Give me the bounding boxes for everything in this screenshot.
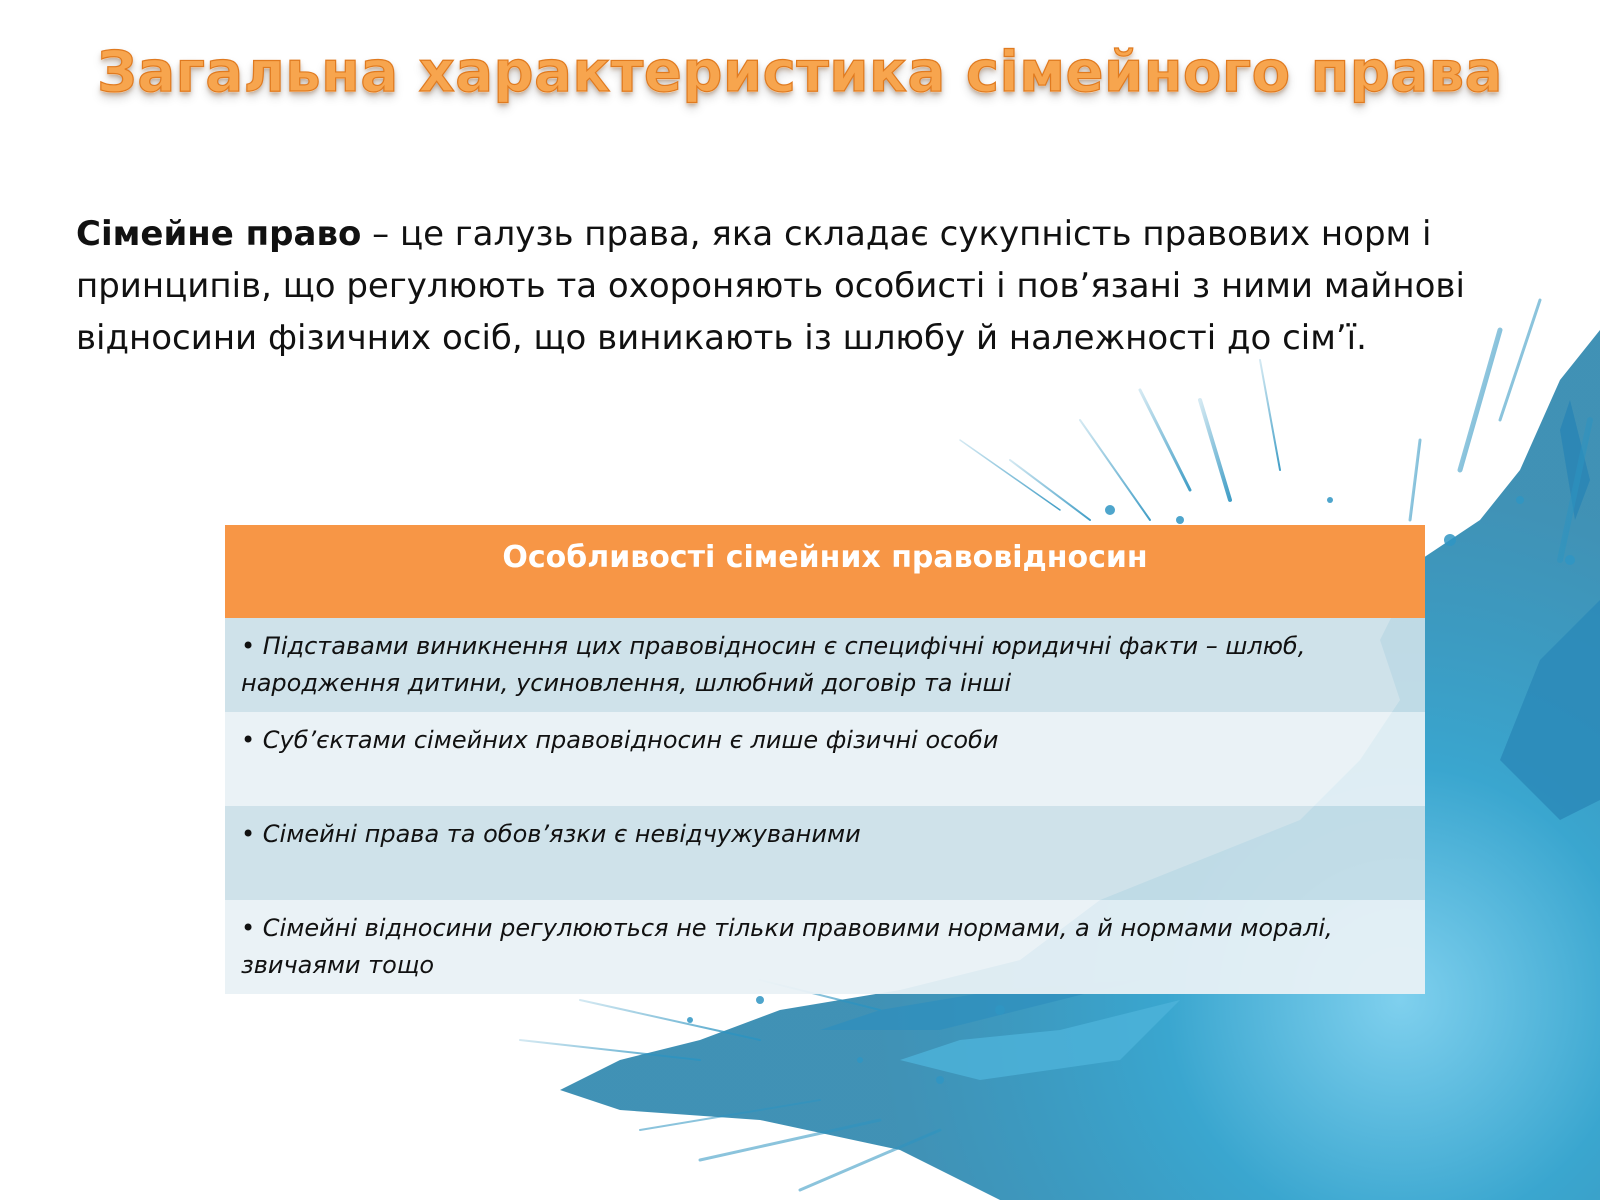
feature-item: • Суб’єктами сімейних правовідносин є лише фізичні особи [225, 712, 1425, 806]
feature-item: • Підставами виникнення цих правовідносин є специфічні юридичні факти – шлюб, народження дитини, усиновлення, шлюбний договір та інші [225, 618, 1425, 712]
feature-item: • Сімейні відносини регулюються не тільки правовими нормами, а й нормами моралі, звичаями тощо [225, 900, 1425, 994]
definition-term: Сімейне право [76, 214, 362, 254]
definition-paragraph [76, 208, 1556, 364]
features-table [225, 525, 1425, 994]
feature-item: • Сімейні права та обов’язки є невідчужуваними [225, 806, 1425, 900]
definition-text: – це галузь права, яка складає сукупність правових норм і принципів, що регулюють та охороняють особисті і пов’язані з ними майнові відносини фізичних осіб, що виникають із шлюбу й належності до сім’ї. [76, 214, 1465, 358]
slide-title: Загальна характеристика сімейного права [97, 40, 1503, 105]
features-header: Особливості сімейних правовідносин [225, 525, 1425, 618]
